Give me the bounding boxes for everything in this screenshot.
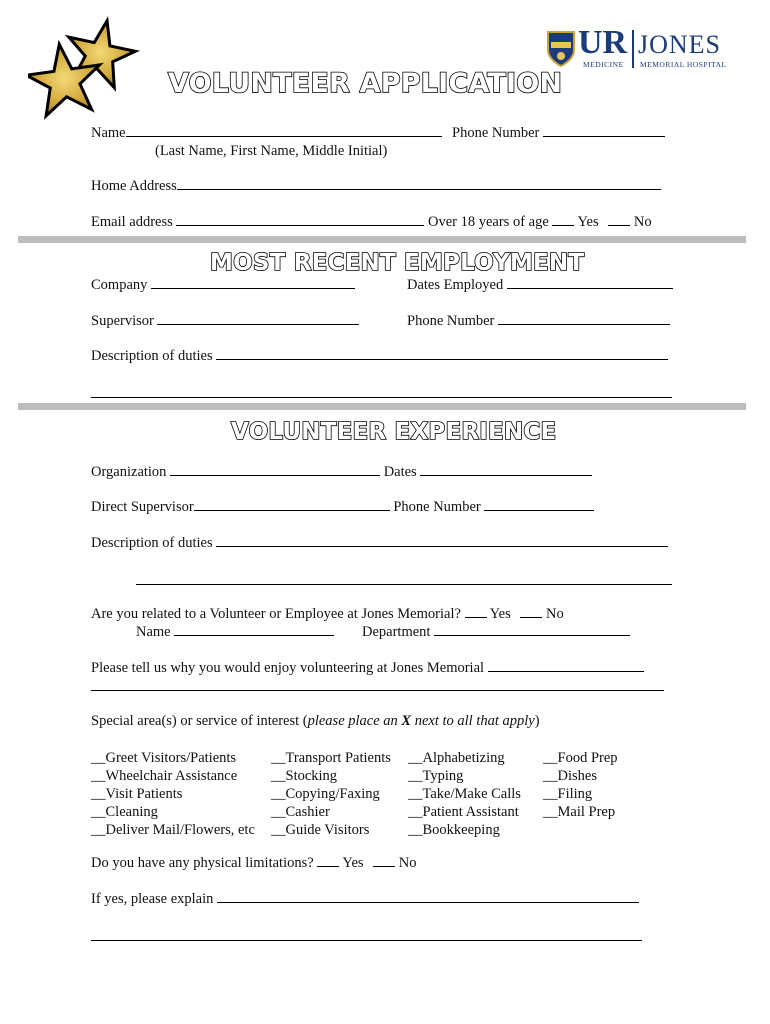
name-hint: (Last Name, First Name, Middle Initial) — [155, 143, 388, 159]
related-no-blank[interactable] — [520, 617, 542, 618]
exp-phone-label: Phone Number — [393, 499, 481, 515]
limitations-no-label: No — [398, 855, 417, 871]
special-x: X — [401, 713, 412, 729]
special-areas-intro — [91, 713, 540, 730]
limitations-question-text: Do you have any physical limitations? — [91, 855, 314, 871]
related-dept-line[interactable] — [434, 635, 630, 636]
over18-yes-label: Yes — [577, 214, 599, 230]
areas-col-1 — [91, 749, 255, 839]
explain-field[interactable] — [91, 891, 639, 908]
logo-divider — [632, 30, 634, 68]
area-option[interactable]: __Typing — [408, 768, 464, 784]
area-option[interactable]: __Food Prep — [543, 750, 618, 766]
section-divider-1 — [18, 236, 746, 243]
hospital-logo — [546, 26, 756, 72]
phone-line[interactable] — [543, 136, 665, 137]
supervisor-line[interactable] — [157, 324, 359, 325]
name-field[interactable] — [91, 125, 442, 142]
area-option[interactable]: __Visit Patients — [91, 786, 183, 802]
employment-heading: MOST RECENT EMPLOYMENT — [210, 250, 585, 276]
company-label: Company — [91, 277, 148, 293]
area-option[interactable]: __Copying/Faxing — [271, 786, 380, 802]
related-name-label: Name — [136, 624, 171, 640]
dates-employed-label: Dates Employed — [407, 277, 504, 293]
experience-heading: VOLUNTEER EXPERIENCE — [231, 419, 557, 445]
organization-line[interactable] — [170, 475, 380, 476]
area-option[interactable]: __Dishes — [543, 768, 597, 784]
explain-label: If yes, please explain — [91, 891, 214, 907]
exp-duties-line[interactable] — [216, 546, 668, 547]
direct-supervisor-field[interactable] — [91, 499, 594, 516]
exp-duties-label: Description of duties — [91, 535, 213, 551]
page-title: VOLUNTEER APPLICATION — [168, 68, 563, 99]
area-option[interactable]: __Take/Make Calls — [408, 786, 521, 802]
related-no-label: No — [545, 606, 564, 622]
why-line[interactable] — [488, 671, 644, 672]
company-line[interactable] — [151, 288, 355, 289]
exp-duties-field[interactable] — [91, 535, 668, 552]
gold-stars-decoration — [28, 14, 168, 124]
area-option[interactable]: __Alphabetizing — [408, 750, 505, 766]
special-close: ) — [534, 713, 540, 729]
area-option[interactable]: __Cashier — [271, 804, 330, 820]
area-option[interactable]: __Patient Assistant — [408, 804, 519, 820]
area-option[interactable]: __Bookkeeping — [408, 822, 500, 838]
area-option[interactable]: __Wheelchair Assistance — [91, 768, 238, 784]
name-label: Name — [91, 125, 126, 141]
area-option[interactable]: __Guide Visitors — [271, 822, 370, 838]
email-field[interactable] — [91, 214, 652, 231]
special-italic-b: next to all that apply — [411, 713, 535, 729]
phone-label: Phone Number — [452, 125, 540, 141]
employment-duties-line-2[interactable] — [91, 397, 672, 398]
exp-dates-line[interactable] — [420, 475, 592, 476]
over18-yes-blank[interactable] — [552, 225, 574, 226]
limitations-no-blank[interactable] — [373, 866, 395, 867]
section-divider-2 — [18, 403, 746, 410]
email-line[interactable] — [176, 225, 424, 226]
why-question-text: Please tell us why you would enjoy volunteering at Jones Memorial — [91, 660, 485, 676]
area-option[interactable]: __Greet Visitors/Patients — [91, 750, 237, 766]
exp-phone-line[interactable] — [484, 510, 594, 511]
areas-col-3 — [408, 749, 521, 839]
area-option[interactable]: __Deliver Mail/Flowers, etc — [91, 822, 255, 838]
limitations-yes-blank[interactable] — [317, 866, 339, 867]
why-question[interactable] — [91, 660, 644, 677]
related-name-line[interactable] — [174, 635, 334, 636]
related-question-text: Are you related to a Volunteer or Employee at Jones Memorial? — [91, 606, 461, 622]
direct-supervisor-label: Direct Supervisor — [91, 499, 194, 515]
explain-line[interactable] — [217, 902, 639, 903]
supervisor-label: Supervisor — [91, 313, 154, 329]
email-label: Email address — [91, 214, 173, 230]
address-field[interactable] — [91, 178, 661, 195]
related-yes-label: Yes — [489, 606, 511, 622]
areas-col-2 — [271, 749, 391, 839]
related-question[interactable] — [91, 606, 564, 623]
area-option[interactable]: __Stocking — [271, 768, 338, 784]
area-option[interactable]: __Cleaning — [91, 804, 158, 820]
organization-field[interactable] — [91, 464, 592, 481]
over18-no-label: No — [633, 214, 652, 230]
organization-label: Organization — [91, 464, 167, 480]
direct-supervisor-line[interactable] — [194, 510, 390, 511]
special-italic-a: please place an — [307, 713, 402, 729]
exp-duties-line-2[interactable] — [136, 584, 672, 585]
area-option[interactable]: __Mail Prep — [543, 804, 616, 820]
related-dept-label: Department — [362, 624, 431, 640]
phone-field[interactable] — [452, 125, 665, 142]
area-option[interactable]: __Transport Patients — [271, 750, 391, 766]
exp-dates-label: Dates — [383, 464, 417, 480]
limitations-yes-label: Yes — [342, 855, 364, 871]
employment-phone-line[interactable] — [498, 324, 670, 325]
address-line[interactable] — [177, 189, 661, 190]
address-label: Home Address — [91, 178, 177, 194]
logo-hospital-text: MEMORIAL HOSPITAL — [640, 60, 727, 69]
employment-duties-field[interactable] — [91, 348, 668, 365]
areas-col-4 — [543, 749, 618, 821]
related-yes-blank[interactable] — [465, 617, 487, 618]
over18-label: Over 18 years of age — [428, 214, 549, 230]
logo-jones-text: JONES — [638, 30, 722, 59]
related-name-field[interactable] — [136, 624, 334, 641]
special-intro-text: Special area(s) or service of interest ( — [91, 713, 308, 729]
employment-phone-field[interactable] — [407, 313, 670, 330]
employment-duties-label: Description of duties — [91, 348, 213, 364]
area-option[interactable]: __Filing — [543, 786, 593, 802]
dates-employed-field[interactable] — [407, 277, 673, 294]
employment-phone-label: Phone Number — [407, 313, 495, 329]
related-dept-field[interactable] — [362, 624, 630, 641]
employment-duties-line[interactable] — [216, 359, 668, 360]
over18-no-blank[interactable] — [608, 225, 630, 226]
shield-icon — [546, 30, 576, 68]
limitations-question[interactable] — [91, 855, 417, 872]
why-line-2[interactable] — [91, 690, 664, 691]
logo-ur-text: UR — [578, 24, 628, 61]
supervisor-field[interactable] — [91, 313, 359, 330]
logo-medicine-text: MEDICINE — [583, 60, 624, 69]
company-field[interactable] — [91, 277, 355, 294]
name-line[interactable] — [126, 136, 442, 137]
dates-employed-line[interactable] — [507, 288, 673, 289]
explain-line-2[interactable] — [91, 940, 642, 941]
